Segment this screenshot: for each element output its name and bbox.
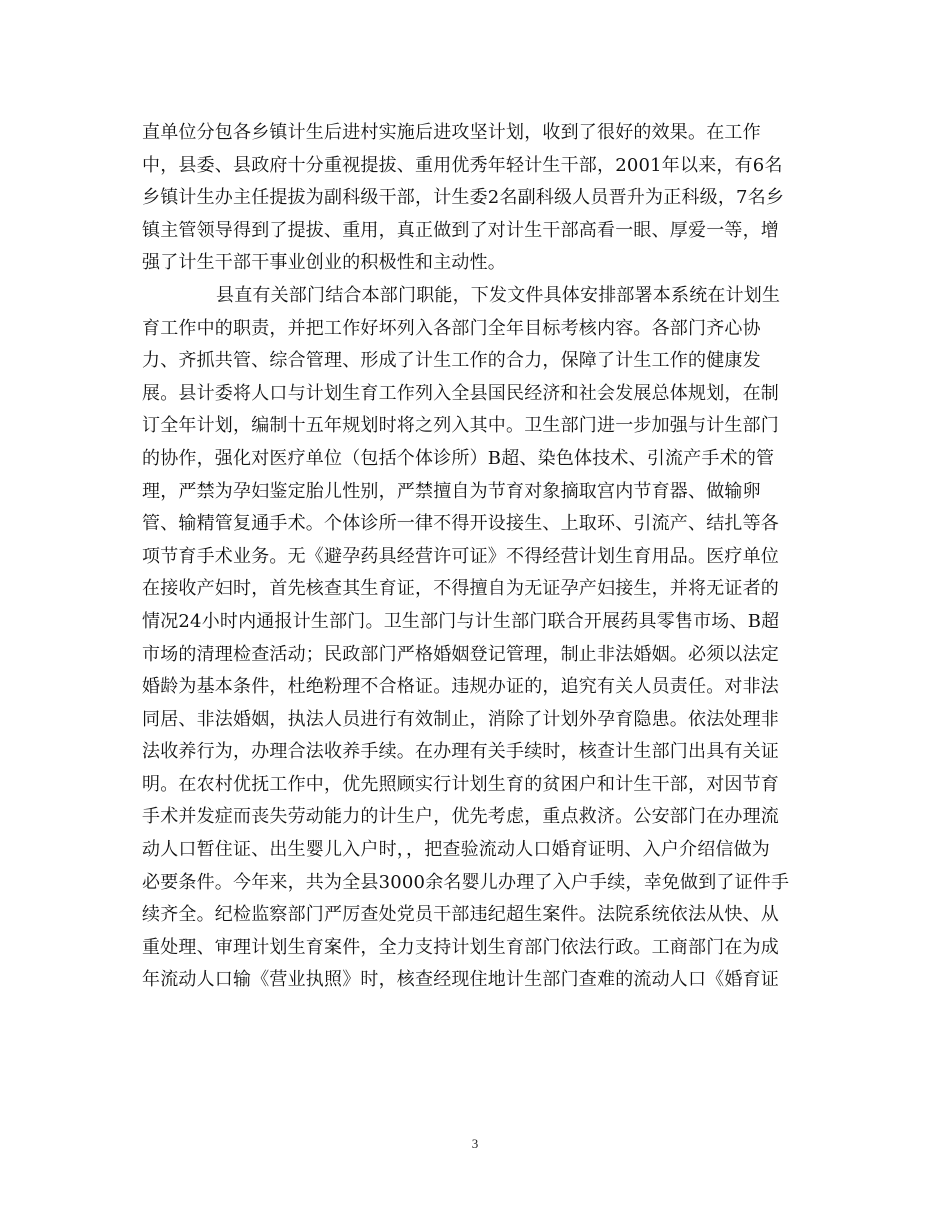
text-line: 明。在农村优抚工作中，优先照顾实行计划生育的贫困户和计生干部，对因节育 <box>142 773 779 795</box>
text-line: 项节育手术业务。无《避孕药具经营许可证》不得经营计划生育用品。医疗单位 <box>142 545 779 567</box>
text-line: 年流动人口输《营业执照》时，核查经现住地计生部门查难的流动人口《婚育证 <box>142 969 779 991</box>
text-line: 镇主管领导得到了提拔、重用，真正做到了对计生干部高看一眼、厚爱一等，增 <box>142 219 779 241</box>
text-line: 情况24小时内通报计生部门。卫生部门与计生部门联合开展药具零售市场、B超 <box>142 610 780 632</box>
page-number: 3 <box>471 1136 479 1151</box>
text-line: 育工作中的职责，并把工作好坏列入各部门全年目标考核内容。各部门齐心协 <box>142 317 761 339</box>
paragraph-1 <box>142 117 812 280</box>
text-line: 的协作，强化对医疗单位（包括个体诊所）B超、染色体技术、引流产手术的管 <box>142 447 775 469</box>
text-line: 手术并发症而丧失劳动能力的计生户，优先考虑，重点救济。公安部门在办理流 <box>142 806 779 828</box>
body-text <box>142 117 812 997</box>
text-line: 理，严禁为孕妇鉴定胎儿性别，严禁擅自为节育对象摘取宫内节育器、做输卵 <box>142 480 761 502</box>
text-line: 法收养行为，办理合法收养手续。在办理有关手续时，核查计生部门出具有关证 <box>142 741 779 763</box>
text-line: 婚龄为基本条件，杜绝粉理不合格证。违规办证的，追究有关人员责任。对非法 <box>142 676 779 698</box>
text-line: 重处理、审理计划生育案件，全力支持计划生育部门依法行政。工商部门在为成 <box>142 936 779 958</box>
text-line: 必要条件。今年来，共为全县3000余名婴儿办理了入户手续，幸免做到了证件手 <box>142 871 790 893</box>
text-line: 强了计生干部干事业创业的积极性和主动性。 <box>142 252 506 274</box>
text-line: 市场的清理检查活动；民政部门严格婚姻登记管理，制止非法婚姻。必须以法定 <box>142 643 779 665</box>
text-line: 展。县计委将人口与计划生育工作列入全县国民经济和社会发展总体规划，在制 <box>142 382 779 404</box>
text-line: 直单位分包各乡镇计生后进村实施后进攻坚计划，收到了很好的效果。在工作 <box>142 122 761 143</box>
text-line: 力、齐抓共管、综合管理、形成了计生工作的合力，保障了计生工作的健康发 <box>142 350 761 372</box>
text-line: 乡镇计生办主任提拔为副科级干部，计生委2名副科级人员晋升为正科级，7名乡 <box>142 187 785 209</box>
text-line: 续齐全。纪检监察部门严厉查处党员干部违纪超生案件。法院系统依法从快、从 <box>142 904 779 926</box>
text-line: 订全年计划，编制十五年规划时将之列入其中。卫生部门进一步加强与计生部门 <box>142 415 779 437</box>
text-line: 县直有关部门结合本部门职能，下发文件具体安排部署本系统在计划生 <box>216 284 781 306</box>
text-line: 同居、非法婚姻，执法人员进行有效制止，消除了计划外孕育隐患。依法处理非 <box>142 708 779 730</box>
text-line: 管、输精管复通手术。个体诊所一律不得开设接生、上取环、引流产、结扎等各 <box>142 513 779 535</box>
text-line: 中，县委、县政府十分重视提拔、重用优秀年轻计生干部，2001年以来，有6名 <box>142 154 783 176</box>
text-line: 动人口暂住证、出生婴儿入户时，，把查验流动人口婚育证明、入户介绍信做为 <box>142 839 770 861</box>
paragraph-2 <box>142 280 812 997</box>
text-line: 在接收产妇时，首先核查其生育证，不得擅自为无证孕产妇接生，并将无证者的 <box>142 578 779 600</box>
